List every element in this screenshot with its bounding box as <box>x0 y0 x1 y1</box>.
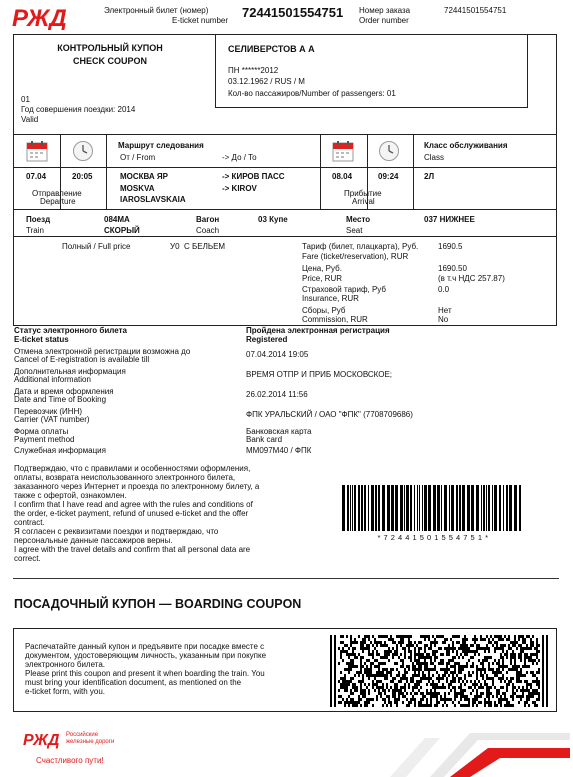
to-station-2: -> KIROV <box>222 184 257 193</box>
boarding-line: электронного билета. <box>25 659 106 669</box>
barcode-bar <box>444 485 447 531</box>
seat-label-en: Seat <box>346 226 363 235</box>
boarding-line: must bring your identification document, as mentioned on the <box>25 677 242 687</box>
svg-text:РЖД: РЖД <box>23 732 60 749</box>
check-coupon-title-en: CHECK COUPON <box>72 56 147 66</box>
class-label-en: Class <box>424 153 445 162</box>
barcode-bar <box>433 485 436 531</box>
arrival-clock <box>374 138 404 164</box>
barcode-bar <box>471 485 474 531</box>
cancel-value: 07.04.2014 19:05 <box>246 350 309 359</box>
calendar-icon <box>332 140 354 162</box>
boarding-line: Please print this coupon and present it when boarding the train. You <box>25 668 265 678</box>
arrival-date: 08.04 <box>332 172 353 181</box>
booking-label-ru: Дата и время оформления <box>14 387 114 396</box>
barcode-bar <box>364 485 366 531</box>
barcode-bar <box>499 485 501 531</box>
barcode-bar <box>506 485 508 531</box>
order-label-en: Order number <box>359 16 409 25</box>
rzd-logo-icon <box>22 729 64 749</box>
payment-label-ru: Форма оплаты <box>14 427 69 436</box>
cancel-label-en: Cancel of E-registration is available till <box>14 355 150 364</box>
linear-barcode <box>342 485 524 531</box>
boarding-line: e-ticket form, with you. <box>25 686 106 696</box>
agreement-line: заказанного через Интернет и проезда по электронному билету, а <box>14 482 260 491</box>
boarding-line: документом, удостоверяющим личность, указанным при покупке <box>25 650 267 660</box>
payment-value-ru: Банковская карта <box>246 427 312 436</box>
eticket-number: 72441501554751 <box>242 5 344 20</box>
barcode-bar <box>514 485 517 531</box>
barcode-bar <box>428 485 431 531</box>
agreement-line: contract. <box>14 518 45 527</box>
route-to-label: -> До / To <box>222 153 257 162</box>
barcode-bar <box>371 485 374 531</box>
carrier-label-en: Carrier (VAT number) <box>14 415 90 424</box>
barcode-bar <box>347 485 349 531</box>
barcode-bar <box>503 485 504 531</box>
train-type: СКОРЫЙ <box>104 226 140 235</box>
barcode-bar <box>352 485 353 531</box>
route-top-line <box>13 134 557 135</box>
status-value-ru: Пройдена электронная регистрация <box>246 326 390 335</box>
arrival-calendar <box>328 138 358 164</box>
price-value: 1690.50 <box>438 264 467 273</box>
insurance-value: 0.0 <box>438 285 450 294</box>
barcode-bar <box>492 485 493 531</box>
barcode-bar <box>437 485 440 531</box>
commission-label-en: Commission, RUR <box>302 315 368 324</box>
barcode-bar <box>481 485 482 531</box>
barcode-bar <box>375 485 377 531</box>
commission-value-en: No <box>438 315 449 324</box>
footer-logo <box>22 729 64 749</box>
class-value: 2Л <box>424 172 435 181</box>
status-value-en: Registered <box>246 335 288 344</box>
barcode-bar <box>441 485 442 531</box>
barcode-bar <box>451 485 454 531</box>
boarding-line: Распечатайте данный купон и предъявите при посадке вместе с <box>25 642 265 651</box>
barcode-bar <box>395 485 398 531</box>
barcode-bar <box>387 485 390 531</box>
passenger-name: СЕЛИВЕРСТОВ А А <box>228 44 315 54</box>
booking-value: 26.02.2014 11:56 <box>246 390 308 399</box>
barcode-bar <box>519 485 521 531</box>
barcode-bar <box>410 485 412 531</box>
barcode-bar <box>400 485 403 531</box>
from-station-2: MOSKVA <box>120 184 155 193</box>
carrier-value: ФПК УРАЛЬСКИЙ / ОАО "ФПК" (7708709686) <box>246 410 413 419</box>
barcode-bar <box>509 485 512 531</box>
seat-value: 037 НИЖНЕЕ <box>424 215 475 224</box>
from-station-1: МОСКВА ЯР <box>120 172 169 181</box>
info-label-ru: Дополнительная информация <box>14 367 126 376</box>
barcode-bar <box>459 485 461 531</box>
eticket-label-ru: Электронный билет (номер) <box>104 6 209 15</box>
barcode-bar <box>419 485 420 531</box>
train-number: 084МА <box>104 215 130 224</box>
barcode-bar <box>494 485 497 531</box>
price-label-en: Price, RUR <box>302 274 343 283</box>
rzd-logo-icon <box>10 4 76 30</box>
agreement-text <box>14 464 314 563</box>
2d-barcode <box>330 635 548 707</box>
arrival-time: 09:24 <box>378 172 399 181</box>
agreement-line: оплаты, возврата неиспользованного электронного билета, <box>14 473 236 482</box>
seat-label-ru: Место <box>346 215 371 224</box>
cancel-label-ru: Отмена электронной регистрации возможна до <box>14 347 191 356</box>
barcode-bar <box>361 485 363 531</box>
commission-value-ru: Нет <box>438 306 452 315</box>
barcode-bar <box>456 485 458 531</box>
v-line-3 <box>320 134 321 209</box>
passenger-doc: ПН ******2012 <box>228 66 279 75</box>
2d-barcode-pattern <box>330 635 548 707</box>
slogan: Счастливого пути! <box>36 756 104 765</box>
coach-label-ru: Вагон <box>196 215 220 224</box>
agreement-line: также с офертой, ознакомлен. <box>14 491 127 500</box>
from-station-3: IAROSLAVSKAIA <box>120 195 186 204</box>
barcode-bar <box>462 485 465 531</box>
route-label: Маршрут следования <box>118 141 204 150</box>
departure-date: 07.04 <box>26 172 47 181</box>
passenger-count: Кол-во пассажиров/Number of passengers: 01 <box>228 89 396 98</box>
info-value: ВРЕМЯ ОТПР И ПРИБ МОСКОВСКОЕ; <box>246 370 393 379</box>
barcode-bar <box>417 485 418 531</box>
agreement-line: I confirm that I have read and agree with the rules and conditions of <box>14 500 253 509</box>
train-label-ru: Поезд <box>26 215 51 224</box>
tariff-value: 1690.5 <box>438 242 463 251</box>
payment-label-en: Payment method <box>14 435 75 444</box>
insurance-label-en: Insurance, RUR <box>302 294 359 303</box>
barcode-bar <box>476 485 479 531</box>
service-label: Служебная информация <box>14 446 106 455</box>
clock-icon <box>72 140 94 162</box>
agreement-line: correct. <box>14 554 41 563</box>
payment-value-en: Bank card <box>246 435 283 444</box>
departure-time: 20:05 <box>72 172 93 181</box>
trip-year: Год совершения поездки: 2014 <box>21 105 136 114</box>
v-line-2 <box>106 134 107 209</box>
brand-name-1: Российские <box>66 732 99 738</box>
price-label-ru: Цена, Руб. <box>302 264 342 273</box>
agreement-line: Подтверждаю, что с правилами и особенностями оформления, <box>14 464 251 473</box>
boarding-instructions <box>25 643 320 696</box>
coach-value: 03 Купе <box>258 215 288 224</box>
passenger-birth: 03.12.1962 / RUS / M <box>228 77 305 86</box>
tariff-label-ru: Тариф (билет, плацкарта), Руб. <box>302 242 419 251</box>
route-bottom-line <box>13 209 557 210</box>
barcode-text: * 7 2 4 4 1 5 0 1 5 5 4 7 5 1 * <box>377 533 489 542</box>
commission-label-ru: Сборы, Руб <box>302 306 346 315</box>
train-label-en: Train <box>26 226 44 235</box>
insurance-label-ru: Страховой тариф, Руб <box>302 285 386 294</box>
barcode-bar <box>449 485 450 531</box>
coupon-separator <box>13 578 559 579</box>
barcode-bar <box>354 485 356 531</box>
order-label-ru: Номер заказа <box>359 6 411 15</box>
barcode-bar <box>406 485 409 531</box>
barcode-bar <box>404 485 405 531</box>
barcode-bar <box>378 485 380 531</box>
eticket-label-en: E-ticket number <box>172 16 229 25</box>
calendar-icon <box>26 140 48 162</box>
status-label-en: E-ticket status <box>14 335 69 344</box>
footer-stripes <box>330 718 570 777</box>
tariff-label-en: Fare (ticket/reservation), RUR <box>302 252 409 261</box>
status-label-ru: Статус электронного билета <box>14 326 127 335</box>
coach-label-en: Coach <box>196 226 220 235</box>
arrival-label-en: Arrival <box>352 197 375 206</box>
check-coupon-title-ru: КОНТРОЛЬНЫЙ КУПОН <box>57 43 163 53</box>
svg-text:РЖД: РЖД <box>12 5 67 30</box>
barcode-bar <box>486 485 487 531</box>
barcode-bar <box>342 485 345 531</box>
barcode-bar <box>368 485 369 531</box>
train-bottom-line <box>13 236 557 237</box>
barcode-bar <box>391 485 394 531</box>
barcode-bar <box>467 485 470 531</box>
barcode-bar <box>382 485 385 531</box>
class-label-ru: Класс обслуживания <box>424 141 508 150</box>
carrier-label-ru: Перевозчик (ИНН) <box>14 407 83 416</box>
rzd-logo <box>10 4 76 30</box>
agreement-line: I agree with the travel details and confirm that all personal data are <box>14 545 251 554</box>
service-value: ММ097М40 / ФПК <box>246 446 312 455</box>
full-price: Полный / Full price <box>62 242 131 251</box>
barcode-bar <box>350 485 351 531</box>
brand-name-2: железные дороги <box>66 739 115 745</box>
barcode-bar <box>358 485 360 531</box>
agreement-line: Я согласен с реквизитами поездки и подтверждаю, что <box>14 527 219 536</box>
service-code: У0 <box>170 242 180 251</box>
departure-label-en: Departure <box>40 197 76 206</box>
boarding-title: ПОСАДОЧНЫЙ КУПОН — BOARDING COUPON <box>14 597 302 611</box>
barcode-bar <box>414 485 415 531</box>
barcode-bar <box>422 485 423 531</box>
route-mid-line <box>13 167 557 168</box>
departure-calendar <box>22 138 52 164</box>
barcode-bar <box>483 485 485 531</box>
to-station-1: -> КИРОВ ПАСС <box>222 172 285 181</box>
booking-label-en: Date and Time of Booking <box>14 395 107 404</box>
valid-label: Valid <box>21 115 39 124</box>
departure-clock <box>68 138 98 164</box>
info-label-en: Additional information <box>14 375 91 384</box>
departure-label-ru: Отправление <box>32 189 82 198</box>
agreement-line: the order, e-ticket payment, refund of unused e-ticket and the offer <box>14 509 249 518</box>
agreement-line: персональные данные пассажиров верны. <box>14 536 173 545</box>
route-from-label: От / From <box>120 153 156 162</box>
arrival-label-ru: Прибытие <box>344 189 382 198</box>
coupon-code: 01 <box>21 95 30 104</box>
clock-icon <box>378 140 400 162</box>
coach-sub: С БЕЛЬЕМ <box>184 242 226 251</box>
vat-value: (в т.ч НДС 257.87) <box>438 274 505 283</box>
order-number: 72441501554751 <box>444 6 507 15</box>
barcode-bar <box>488 485 490 531</box>
v-line-5 <box>413 134 414 209</box>
barcode-bar <box>424 485 427 531</box>
